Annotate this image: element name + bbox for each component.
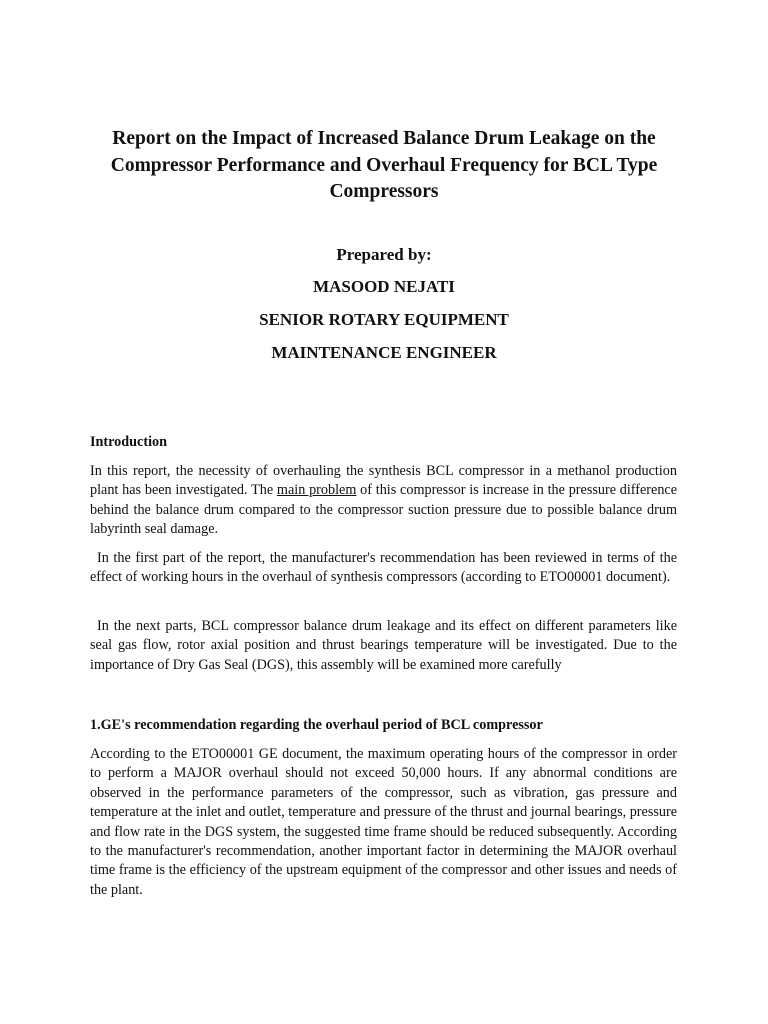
- main-problem-underlined: main problem: [276, 482, 357, 499]
- report-title: Report on the Impact of Increased Balance Drum Leakage on the Compressor Performance and Overhaul Frequency for BCL Type Compressors: [110, 128, 658, 202]
- section-1-heading: 1.GE's recommendation regarding the overhaul period of BCL compressor: [90, 717, 543, 733]
- author-role-line-1: SENIOR ROTARY EQUIPMENT: [259, 310, 509, 329]
- introduction-paragraph-2: In the first part of the report, the manufacturer's recommendation has been reviewed in terms of the effect of working hours in the overhaul of synthesis compressors (according to ETO00001 document).: [90, 550, 677, 586]
- author-name: MASOOD NEJATI: [313, 277, 455, 296]
- introduction-paragraph-3: In the next parts, BCL compressor balance drum leakage and its effect on different parameters like seal gas flow, rotor axial position and thrust bearings temperature will be investigated. Due to the importance of Dry Gas Seal (DGS), this assembly will be examined more carefully: [90, 618, 677, 673]
- section-1-paragraph: According to the ETO00001 GE document, the maximum operating hours of the compressor in order to perform a MAJOR overhaul should not exceed 50,000 hours. If any abnormal conditions are observed in the performance parameters of the compressor, such as vibration, gas pressure and temperature at the inlet and outlet, temperature and pressure of the thrust and journal bearings, pressure and flow rate in the DGS system, the suggested time frame should be reduced subsequently. According to the manufacturer's recommendation, another important factor in determining the MAJOR overhaul time frame is the efficiency of the upstream equipment of the compressor and other issues and needs of the plant.: [90, 746, 677, 898]
- intro-p1-text-start: In this report, the necessity of overhauling the synthesis BCL compressor in a methanol production plant has been investigated. The: [90, 463, 677, 499]
- author-role-line-2: MAINTENANCE ENGINEER: [271, 343, 497, 362]
- introduction-heading: Introduction: [90, 434, 167, 450]
- introduction-paragraph-1: [90, 462, 677, 540]
- intro-p1-text-end: of this compressor is increase in the pressure difference behind the balance drum compared to the compressor suction pressure due to possible balance drum labyrinth seal damage.: [90, 482, 678, 538]
- prepared-by-label: Prepared by:: [336, 245, 432, 264]
